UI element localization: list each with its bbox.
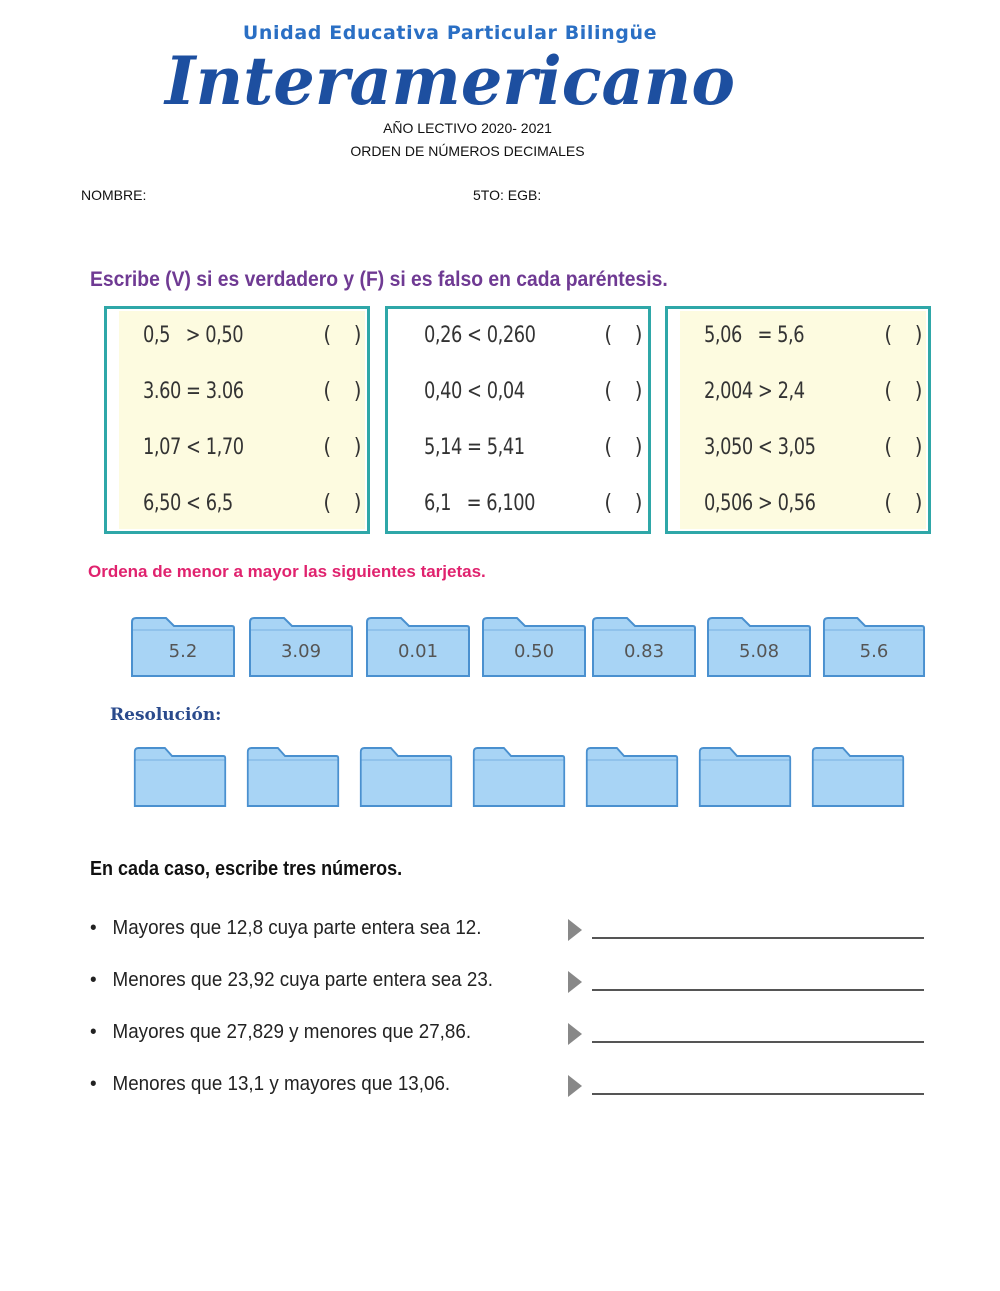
task-item: [90, 1073, 450, 1103]
number-card[interactable]: [706, 614, 812, 678]
answer-parenthesis[interactable]: ( ): [604, 435, 642, 460]
comparison-box-2: [385, 306, 651, 534]
comparison-row: [668, 477, 928, 533]
answer-line[interactable]: [592, 1093, 924, 1095]
number-card[interactable]: [591, 614, 697, 678]
card-number: 5.6: [859, 641, 889, 662]
task-text: Mayores que 27,829 y menores que 27,86.: [112, 1021, 472, 1043]
answer-parenthesis[interactable]: ( ): [884, 491, 922, 516]
comparison-row: [388, 477, 648, 533]
task-text: Menores que 23,92 cuya parte entera sea 23.: [112, 969, 493, 991]
comparison-expression: 0,26 < 0,260: [424, 323, 536, 348]
comparison-expression: 6,50 < 6,5: [143, 491, 233, 516]
resolution-label: Resolución:: [110, 705, 222, 725]
empty-answer-card[interactable]: [698, 744, 792, 808]
answer-parenthesis[interactable]: ( ): [884, 435, 922, 460]
task-item: [90, 1021, 471, 1051]
answer-parenthesis[interactable]: ( ): [604, 323, 642, 348]
number-card[interactable]: [822, 614, 926, 678]
school-name: Unidad Educativa Particular Bilingüe: [242, 22, 658, 44]
comparison-row: [668, 309, 928, 365]
answer-parenthesis[interactable]: ( ): [323, 491, 361, 516]
empty-answer-card[interactable]: [472, 744, 566, 808]
answer-line[interactable]: [592, 989, 924, 991]
name-label: NOMBRE:: [81, 187, 147, 203]
card-number: 5.08: [738, 641, 780, 662]
card-number: 0.50: [513, 641, 555, 662]
comparison-expression: 1,07 < 1,70: [143, 435, 244, 460]
worksheet-topic: ORDEN DE NÚMEROS DECIMALES: [350, 143, 585, 159]
play-arrow-icon: [568, 919, 582, 941]
answer-parenthesis[interactable]: ( ): [604, 491, 642, 516]
school-logo: [160, 44, 740, 120]
task-text: Mayores que 12,8 cuya parte entera sea 12.: [112, 917, 482, 939]
grade-label: 5TO: EGB:: [473, 187, 542, 203]
bullet-icon: •: [90, 1021, 97, 1043]
school-year: AÑO LECTIVO 2020- 2021: [383, 120, 552, 136]
bullet-icon: •: [90, 1073, 97, 1095]
answer-parenthesis[interactable]: ( ): [323, 435, 361, 460]
card-number: 3.09: [280, 641, 322, 662]
empty-answer-card[interactable]: [359, 744, 453, 808]
comparison-row: [668, 365, 928, 421]
answer-parenthesis[interactable]: ( ): [604, 379, 642, 404]
task-item: [90, 917, 481, 947]
play-arrow-icon: [568, 971, 582, 993]
task-item: [90, 969, 493, 999]
answer-parenthesis[interactable]: ( ): [884, 323, 922, 348]
answer-parenthesis[interactable]: ( ): [323, 379, 361, 404]
write-numbers-instruction: En cada caso, escribe tres números.: [90, 858, 403, 880]
number-card[interactable]: [481, 614, 587, 678]
comparison-expression: 5,14 = 5,41: [424, 435, 525, 460]
comparison-expression: 6,1 = 6,100: [424, 491, 536, 516]
comparison-expression: 2,004 > 2,4: [704, 379, 805, 404]
task-text: Menores que 13,1 y mayores que 13,06.: [112, 1073, 451, 1095]
comparison-row: [107, 365, 367, 421]
play-arrow-icon: [568, 1023, 582, 1045]
card-number: 0.01: [397, 641, 439, 662]
comparison-row: [388, 309, 648, 365]
card-number: 5.2: [168, 641, 198, 662]
bullet-icon: •: [90, 969, 97, 991]
logo-text: Interamericano: [163, 44, 735, 120]
comparison-expression: 5,06 = 5,6: [704, 323, 805, 348]
comparison-expression: 0,5 > 0,50: [143, 323, 244, 348]
number-card[interactable]: [130, 614, 236, 678]
comparison-expression: 0,40 < 0,04: [424, 379, 525, 404]
comparison-expression: 3.60 = 3.06: [143, 379, 244, 404]
ordering-instruction: Ordena de menor a mayor las siguientes tarjetas.: [88, 562, 486, 581]
comparison-row: [107, 309, 367, 365]
comparison-row: [107, 477, 367, 533]
comparison-row: [388, 365, 648, 421]
empty-answer-card[interactable]: [585, 744, 679, 808]
answer-line[interactable]: [592, 937, 924, 939]
empty-answer-card[interactable]: [811, 744, 905, 808]
card-number: 0.83: [623, 641, 665, 662]
empty-answer-card[interactable]: [246, 744, 340, 808]
true-false-instruction: Escribe (V) si es verdadero y (F) si es falso en cada paréntesis.: [90, 268, 668, 291]
answer-parenthesis[interactable]: ( ): [323, 323, 361, 348]
number-card[interactable]: [248, 614, 354, 678]
comparison-row: [388, 421, 648, 477]
comparison-expression: 0,506 > 0,56: [704, 491, 816, 516]
number-card[interactable]: [365, 614, 471, 678]
comparison-row: [107, 421, 367, 477]
play-arrow-icon: [568, 1075, 582, 1097]
comparison-box-3: [665, 306, 931, 534]
comparison-box-1: [104, 306, 370, 534]
comparison-row: [668, 421, 928, 477]
empty-answer-card[interactable]: [133, 744, 227, 808]
answer-parenthesis[interactable]: ( ): [884, 379, 922, 404]
answer-line[interactable]: [592, 1041, 924, 1043]
bullet-icon: •: [90, 917, 97, 939]
comparison-expression: 3,050 < 3,05: [704, 435, 816, 460]
